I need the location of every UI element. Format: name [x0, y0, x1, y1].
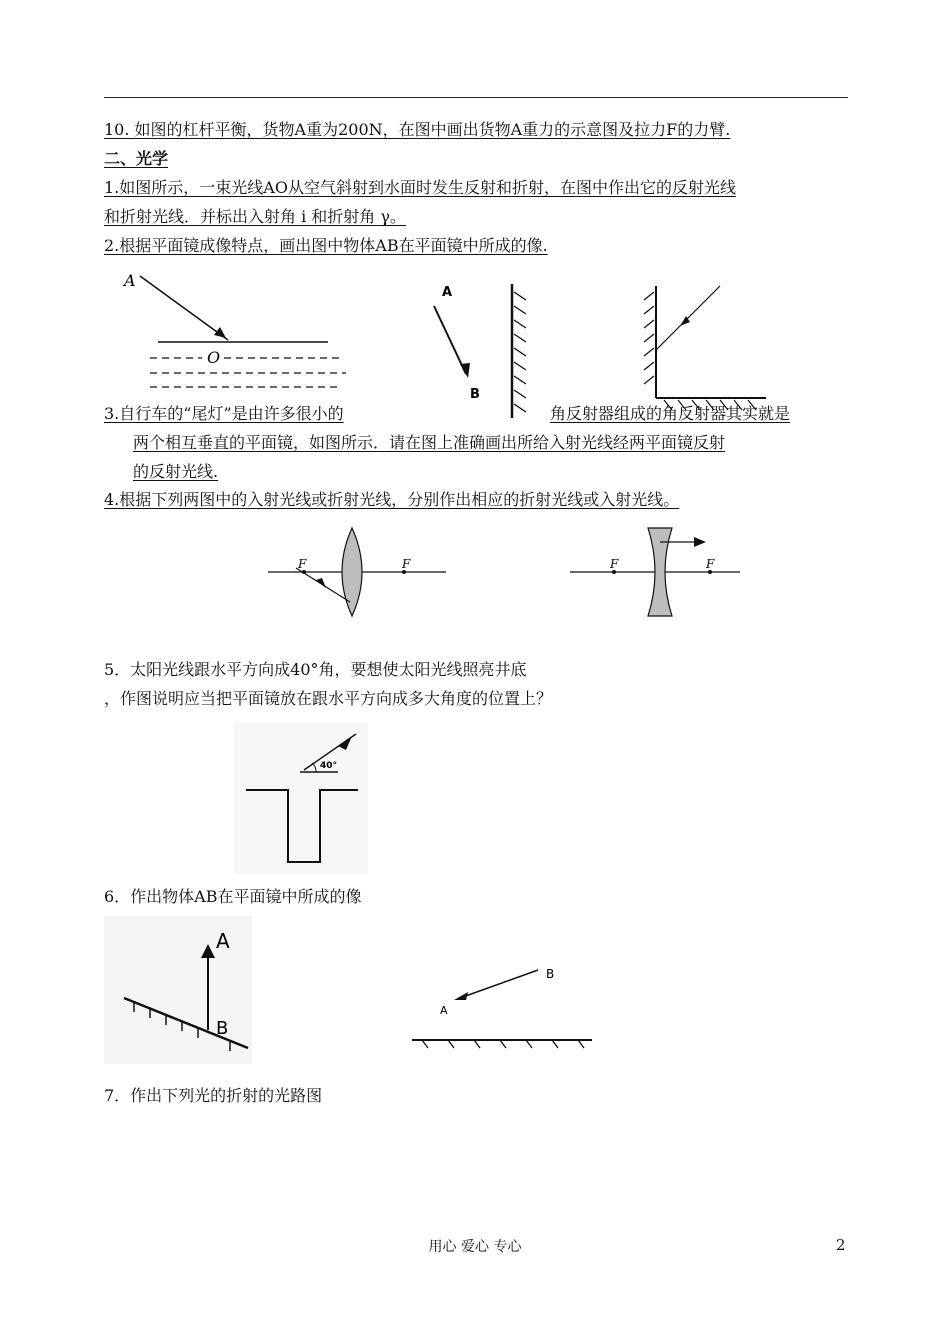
object-arrowhead-icon: [460, 363, 470, 378]
water-surface-figure: [118, 266, 358, 396]
page-number: 2: [836, 1236, 846, 1254]
question-4: 4.根据下列两图中的入射光线或折射光线，分别作出相应的折射光线或入射光线。: [104, 490, 680, 509]
inclined-mirror-figure: [104, 916, 252, 1064]
mirror-hatch-marks: [514, 292, 526, 412]
question-5-line2: ，作图说明应当把平面镜放在跟水平方向成多大角度的位置上？: [104, 689, 553, 708]
arrow-ab-arrowhead-icon: [454, 992, 468, 1000]
question-5-line1: 5．太阳光线跟水平方向成40°角，要想使太阳光线照亮井底: [104, 660, 527, 679]
plane-mirror-ab-figure: [428, 280, 556, 422]
incident-light-ray: [656, 286, 720, 350]
question-10: 10. 如图的杠杆平衡，货物A重为200N，在图中画出货物A重力的示意图及拉力F的力臂.: [104, 120, 731, 139]
question-3-line2: 两个相互垂直的平面镜，如图所示．请在图上准确画出所给入射光线经两平面镜反射: [133, 433, 726, 452]
arrow-b-label: B: [546, 967, 555, 981]
question-3-right: 角反射器组成的角反射器其实就是: [550, 404, 791, 423]
angle-40-label: 40°: [320, 761, 338, 771]
section-optics-title: 二、光学: [104, 149, 169, 168]
object-ab-arrow: [434, 306, 466, 374]
vertical-mirror-hatch: [644, 292, 654, 384]
question-3-left: 3.自行车的“尾灯”是由许多很小的: [104, 404, 344, 423]
horizontal-mirror-figure: [410, 958, 596, 1054]
question-1-line2: 和折射光线．并标出入射角 i 和折射角 γ。: [104, 207, 406, 226]
concave-focus-right-label: F: [706, 557, 715, 571]
concave-ray-arrow-icon: [694, 537, 706, 547]
corner-reflector-figure: [640, 282, 770, 412]
question-1-line1: 1.如图所示，一束光线AO从空气斜射到水面时发生反射和折射，在图中作出它的反射光线: [104, 178, 736, 197]
convex-lens: [342, 528, 362, 616]
question-2: 2.根据平面镜成像特点，画出图中物体AB在平面镜中所成的像.: [104, 236, 548, 255]
object-b-label: B: [216, 1018, 229, 1039]
concave-focus-left-label: F: [610, 557, 619, 571]
well-sunlight-figure: [234, 722, 368, 874]
mirror-b-label: B: [470, 387, 480, 402]
header-rule: [104, 97, 848, 98]
mirror-a-label: A: [442, 285, 453, 300]
footer-motto: 用心 爱心 专心: [428, 1239, 522, 1255]
incident-ray: [140, 276, 228, 340]
arrow-a-label: A: [440, 1004, 448, 1017]
point-o-label: O: [207, 348, 221, 367]
point-a-label: A: [124, 271, 136, 290]
question-7: 7．作出下列光的折射的光路图: [104, 1086, 323, 1105]
concave-lens-figure: [568, 522, 742, 622]
convex-focus-left-label: F: [298, 557, 307, 571]
object-a-label: A: [216, 929, 230, 953]
question-3-line3: 的反射光线.: [133, 462, 219, 481]
incident-arrow-icon: [214, 327, 226, 338]
horizontal-mirror-marks: [422, 1040, 584, 1048]
arrow-ab-line: [460, 970, 538, 998]
convex-focus-right-label: F: [402, 557, 411, 571]
convex-lens-figure: [266, 522, 448, 622]
question-6: 6．作出物体AB在平面镜中所成的像: [104, 887, 362, 906]
convex-ray-arrow-icon: [316, 578, 326, 588]
